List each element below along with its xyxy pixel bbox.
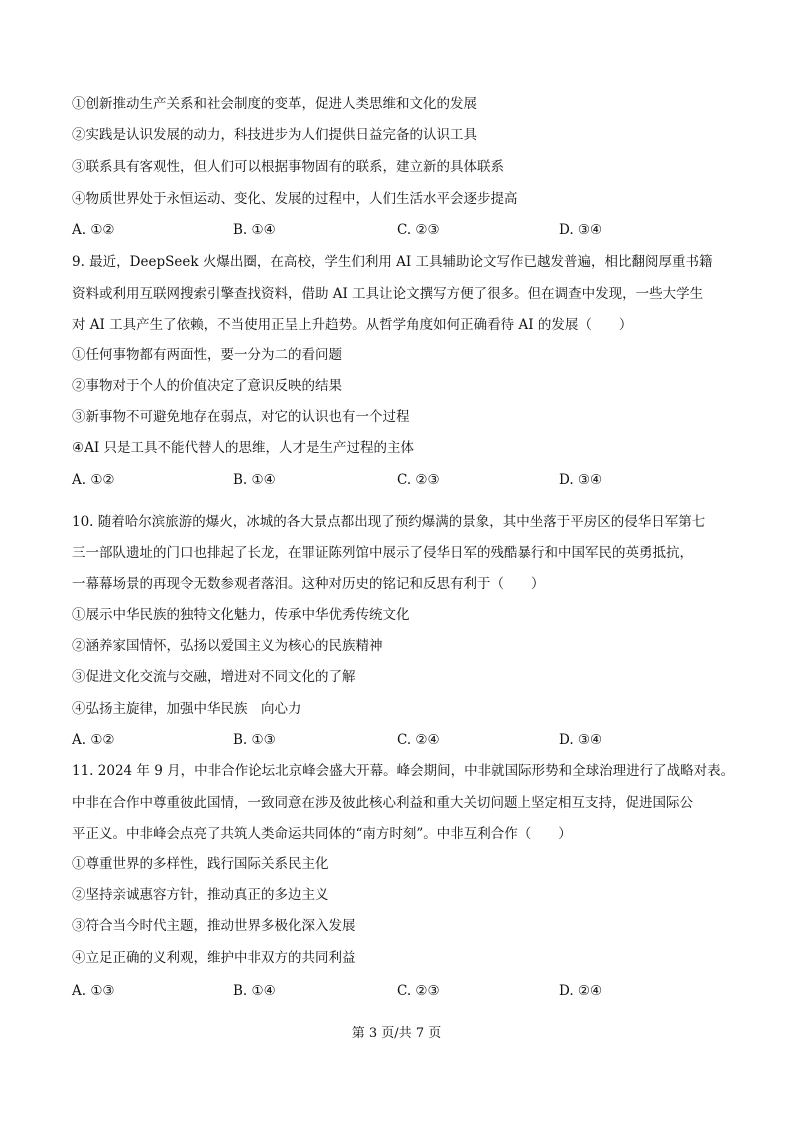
q11-item-1: ①尊重世界的多样性，践行国际关系民主化: [72, 856, 329, 872]
q11-option-c: C. ②③: [397, 983, 440, 999]
q9-item-3: ③新事物不可避免地存在弱点，对它的认识也有一个过程: [72, 409, 410, 425]
q9-option-a: A. ①②: [72, 472, 115, 488]
q10-option-d: D. ③④: [559, 732, 603, 748]
q9-item-4: ④AI 只是工具不能代替人的思维，人才是生产过程的主体: [72, 440, 414, 456]
q10-option-c: C. ②④: [397, 732, 440, 748]
q9-stem-line-3: 对 AI 工具产生了依赖，不当使用正呈上升趋势。从哲学角度如何正确看待 AI 的发展（ ）: [72, 317, 633, 333]
q9-option-b: B. ①④: [233, 472, 276, 488]
q8-item-3: ③联系具有客观性，但人们可以根据事物固有的联系，建立新的具体联系: [72, 159, 504, 175]
q8-option-c: C. ②③: [397, 222, 440, 238]
q9-option-c: C. ②③: [397, 472, 440, 488]
q9-item-2: ②事物对于个人的价值决定了意识反映的结果: [72, 378, 342, 394]
q11-item-4: ④立足正确的义利观，维护中非双方的共同利益: [72, 950, 356, 966]
q10-item-4: ④弘扬主旋律，加强中华民族 向心力: [72, 701, 302, 717]
q8-item-2: ②实践是认识发展的动力，科技进步为人们提供日益完备的认识工具: [72, 127, 477, 143]
q10-item-1: ①展示中华民族的独特文化魅力，传承中华优秀传统文化: [72, 607, 410, 623]
q9-option-d: D. ③④: [559, 472, 603, 488]
q11-stem-line-1: 11. 2024 年 9 月，中非合作论坛北京峰会盛大开幕。峰会期间，中非就国际形势和全球治理进行了战略对表。: [72, 763, 735, 779]
q9-stem-line-1: 9. 最近，DeepSeek 火爆出圈，在高校，学生们利用 AI 工具辅助论文写作已越发普遍，相比翻阅厚重书籍: [72, 254, 713, 270]
q8-option-a: A. ①②: [72, 222, 115, 238]
q11-item-2: ②坚持亲诚惠容方针，推动真正的多边主义: [72, 887, 329, 903]
q10-item-3: ③促进文化交流与交融，增进对不同文化的了解: [72, 669, 356, 685]
q11-option-a: A. ①③: [72, 983, 115, 999]
q8-option-d: D. ③④: [559, 222, 603, 238]
q10-stem-line-2: 三一部队遗址的门口也排起了长龙，在罪证陈列馆中展示了侵华日军的残酷暴行和中国军民的英勇抵抗，: [72, 545, 693, 561]
q11-option-d: D. ②④: [559, 983, 603, 999]
page-number-footer: 第 3 页/共 7 页: [351, 1026, 442, 1041]
q9-stem-line-2: 资料或利用互联网搜索引擎查找资料，借助 AI 工具让论文撰写方便了很多。但在调查中发现，一些大学生: [72, 286, 704, 302]
q10-option-b: B. ①③: [233, 732, 276, 748]
q10-option-a: A. ①②: [72, 732, 115, 748]
q11-option-b: B. ①④: [233, 983, 276, 999]
q8-item-1: ①创新推动生产关系和社会制度的变革，促进人类思维和文化的发展: [72, 96, 477, 112]
q8-item-4: ④物质世界处于永恒运动、变化、发展的过程中，人们生活水平会逐步提高: [72, 191, 518, 207]
q10-stem-line-1: 10. 随着哈尔滨旅游的爆火，冰城的各大景点都出现了预约爆满的景象，其中坐落于平房区的侵华日军第七: [72, 514, 706, 530]
q10-stem-line-3: 一幕幕场景的再现令无数参观者落泪。这种对历史的铭记和反思有利于（ ）: [72, 576, 545, 592]
q11-item-3: ③符合当今时代主题，推动世界多极化深入发展: [72, 918, 356, 934]
q11-stem-line-2: 中非在合作中尊重彼此国情，一致同意在涉及彼此核心利益和重大关切问题上坚定相互支持，促进国际公: [72, 795, 693, 811]
q11-stem-line-3: 平正义。中非峰会点亮了共筑人类命运共同体的“南方时刻”。中非互利合作（ ）: [72, 826, 572, 842]
q9-item-1: ①任何事物都有两面性，要一分为二的看问题: [72, 347, 342, 363]
q10-item-2: ②涵养家国情怀，弘扬以爱国主义为核心的民族精神: [72, 638, 383, 654]
q8-option-b: B. ①④: [233, 222, 276, 238]
